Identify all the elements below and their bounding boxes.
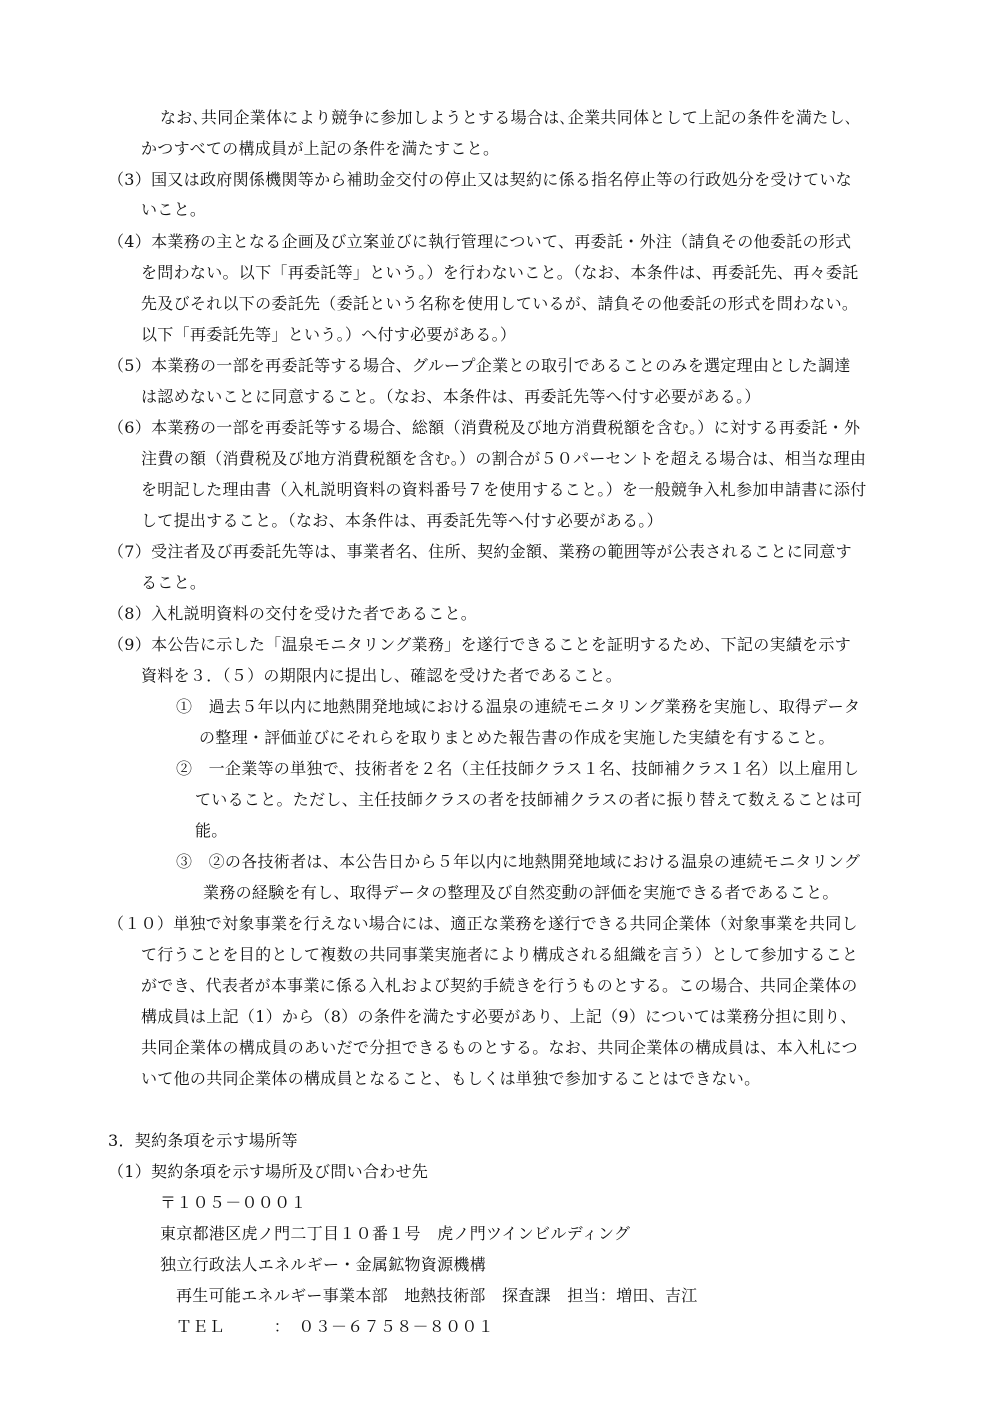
text-line: は認めないことに同意すること。（なお、本条件は、再委託先等へ付す必要がある。） bbox=[141, 387, 761, 406]
text-line: の整理・評価並びにそれらを取りまとめた報告書の作成を実施した実績を有すること。 bbox=[199, 728, 835, 747]
text-line: て行うことを目的として複数の共同事業実施者により構成される組織を言う）として参加すること bbox=[141, 945, 859, 964]
text-line: ていること。ただし、主任技師クラスの者を技師補クラスの者に振り替えて数えることは可 bbox=[195, 790, 863, 809]
text-line: （5）本業務の一部を再委託等する場合、グループ企業との取引であることのみを選定理由とした調達 bbox=[108, 356, 851, 375]
organization-name: 独立行政法人エネルギー・金属鉱物資源機構 bbox=[160, 1255, 487, 1274]
text-line: して提出すること。（なお、本条件は、再委託先等へ付す必要がある。） bbox=[141, 511, 663, 530]
section-heading: 3．契約条項を示す場所等 bbox=[108, 1131, 298, 1150]
text-line: なお､共同企業体により競争に参加しようとする場合は､企業共同体として上記の条件を満たし､ bbox=[160, 108, 854, 127]
text-line: かつすべての構成員が上記の条件を満たすこと。 bbox=[141, 139, 500, 158]
text-line: 共同企業体の構成員のあいだで分担できるものとする。なお、共同企業体の構成員は、本入札につ bbox=[141, 1038, 858, 1057]
text-line: （１０）単独で対象事業を行えない場合には、適正な業務を遂行できる共同企業体（対象事業を共同し bbox=[108, 914, 858, 933]
text-line: （4）本業務の主となる企画及び立案並びに執行管理について、再委託・外注（請負その他委託の形式 bbox=[108, 232, 852, 251]
text-line: （6）本業務の一部を再委託等する場合、総額（消費税及び地方消費税額を含む。）に対する再委託・外 bbox=[108, 418, 861, 437]
postal-code: 〒１０５－０００１ bbox=[160, 1193, 307, 1212]
text-line: 先及びそれ以下の委託先（委託という名称を使用しているが、請負その他委託の形式を問わない。 bbox=[141, 294, 859, 313]
text-line: いこと。 bbox=[141, 200, 207, 219]
text-line: 構成員は上記（1）から（8）の条件を満たす必要があり、上記（9）については業務分担に則り、 bbox=[141, 1007, 857, 1026]
text-line: ができ、代表者が本事業に係る入札および契約手続きを行うものとする。この場合、共同企業体の bbox=[141, 976, 858, 995]
text-line: （8）入札説明資料の交付を受けた者であること。 bbox=[108, 604, 478, 623]
text-line: 注費の額（消費税及び地方消費税額を含む。）の割合が５０パーセントを超える場合は、相当な理由 bbox=[141, 449, 867, 468]
text-line: 以下「再委託先等」という。）へ付す必要がある。） bbox=[141, 325, 517, 344]
text-line: （7）受注者及び再委託先等は、事業者名、住所、契約金額、業務の範囲等が公表されることに同意す bbox=[108, 542, 852, 561]
text-line: ること。 bbox=[141, 573, 207, 592]
text-line: （1）契約条項を示す場所及び問い合わせ先 bbox=[108, 1162, 429, 1181]
text-line: 業務の経験を有し、取得データの整理及び自然変動の評価を実施できる者であること。 bbox=[203, 883, 839, 902]
text-line: ① 過去５年以内に地熱開発地域における温泉の連続モニタリング業務を実施し、取得データ bbox=[176, 697, 861, 716]
text-line: 資料を３．（５）の期限内に提出し、確認を受けた者であること。 bbox=[141, 666, 623, 685]
text-line: ③ ②の各技術者は、本公告日から５年以内に地熱開発地域における温泉の連続モニタリング bbox=[176, 852, 861, 871]
department-contact: 再生可能エネルギー事業本部 地熱技術部 探査課 担当：増田、吉江 bbox=[176, 1286, 698, 1305]
address-line: 東京都港区虎ノ門二丁目１０番１号 虎ノ門ツインビルディング bbox=[160, 1224, 631, 1243]
telephone: ＴＥＬ ： ０３－６７５８－８００１ bbox=[176, 1317, 495, 1336]
text-line: （9）本公告に示した「温泉モニタリング業務」を遂行できることを証明するため、下記の実績を示す bbox=[108, 635, 852, 654]
text-line: 能。 bbox=[195, 821, 228, 840]
text-line: （3）国又は政府関係機関等から補助金交付の停止又は契約に係る指名停止等の行政処分を受けていな bbox=[108, 170, 852, 189]
text-line: を問わない。以下「再委託等」という。）を行わないこと。（なお、本条件は、再委託先、再々委託 bbox=[141, 263, 859, 282]
text-line: を明記した理由書（入札説明資料の資料番号７を使用すること。）を一般競争入札参加申請書に添付 bbox=[141, 480, 867, 499]
text-line: ② 一企業等の単独で、技術者を２名（主任技師クラス１名、技師補クラス１名）以上雇用し bbox=[176, 759, 860, 778]
text-line: いて他の共同企業体の構成員となること、もしくは単独で参加することはできない。 bbox=[141, 1069, 761, 1088]
